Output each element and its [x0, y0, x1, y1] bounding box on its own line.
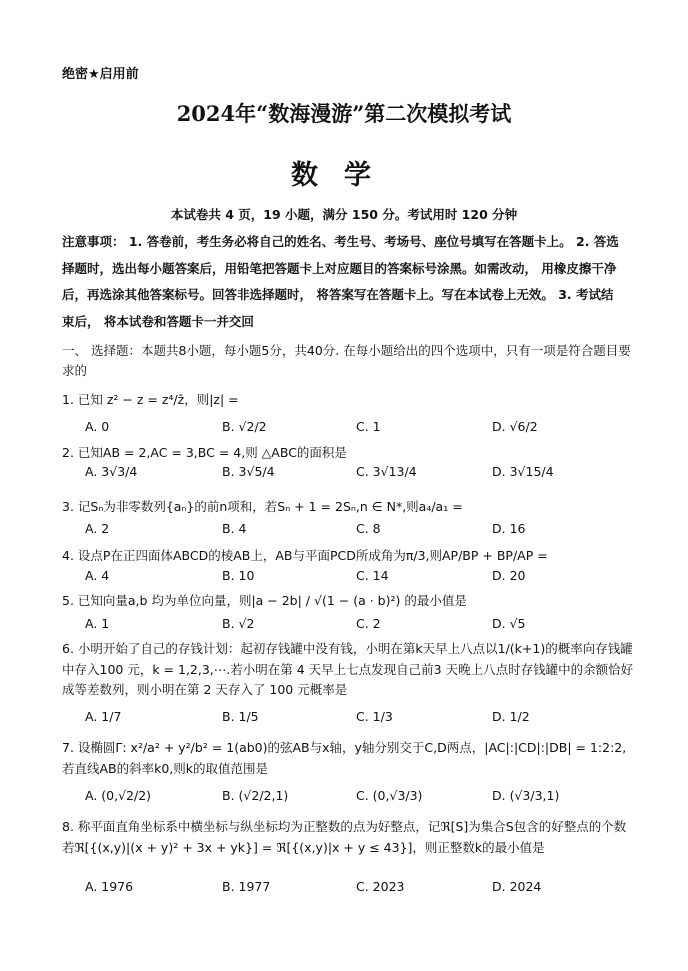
question-3-option-a: A. 2 [85, 521, 110, 536]
exam-notes: 注意事项： 1. 答卷前，考生务必将自己的姓名、考生号、考场号、座位号填写在答题卡上。 2. 答选择题时，选出每小题答案后，用铅笔把答题卡上对应题目的答案标号涂黑。如需改动， 用橡皮擦干净后，再选涂其他答案标号。回答非选择题时， 将答案写在答题卡上。写在本试卷上无效。 3. 考试结束后， 将本试卷和答题卡一并交回 [62, 234, 619, 329]
question-6-stem: 6. 小明开始了自己的存钱计划：起初存钱罐中没有钱，小明在第k天早上八点以1/(k+1)的概率向存钱罐中存入100 元，k = 1,2,3,⋯.若小明在第 4 天早上七点发现自己前3 天晚上八点时存钱罐中的余额恰好成等差数列，则小明在第 2 天存入了 100 元概率是 [62, 641, 634, 697]
question-2-option-c: C. 3√13/4 [356, 464, 417, 479]
question-5-option-b: B. √2 [222, 616, 255, 631]
question-5-option-a: A. 1 [85, 616, 110, 631]
question-2-stem: 2. 已知AB = 2,AC = 3,BC = 4,则 △ABC的面积是 [62, 445, 347, 460]
question-5-option-c: C. 2 [356, 616, 381, 631]
question-1-option-c: C. 1 [356, 419, 381, 434]
exam-title: 2024年“数海漫游”第二次模拟考试 [176, 101, 512, 126]
question-6-option-d: D. 1/2 [492, 709, 530, 724]
question-3-stem: 3. 记Sₙ为非零数列{aₙ}的前n项和，若Sₙ + 1 = 2Sₙ,n ∈ N*,则a₄/a₁ = [62, 499, 463, 514]
question-1-option-b: B. √2/2 [222, 419, 267, 434]
question-6-option-b: B. 1/5 [222, 709, 259, 724]
question-3-option-d: D. 16 [492, 521, 526, 536]
question-4-option-c: C. 14 [356, 568, 389, 583]
question-8-option-d: D. 2024 [492, 879, 542, 894]
question-4-option-a: A. 4 [85, 568, 110, 583]
question-8-stem: 8. 称平面直角坐标系中横坐标与纵坐标均为正整数的点为好整点，记ℜ[S]为集合S包含的好整点的个数若ℜ[{(x,y)|(x + y)² + 3x + yk}] = ℜ[{(x,y)|x + y ≤ 43}]，则正整数k的最小值是 [62, 819, 627, 855]
question-6-option-c: C. 1/3 [356, 709, 393, 724]
question-5-stem: 5. 已知向量a,b 均为单位向量，则|a − 2b| / √(1 − (a · b)²) 的最小值是 [62, 593, 467, 608]
question-6-option-a: A. 1/7 [85, 709, 122, 724]
question-3-option-b: B. 4 [222, 521, 247, 536]
question-4-option-b: B. 10 [222, 568, 255, 583]
question-2-option-d: D. 3√15/4 [492, 464, 554, 479]
question-2-option-a: A. 3√3/4 [85, 464, 138, 479]
question-7-option-b: B. (√2/2,1) [222, 788, 289, 803]
question-1-stem: 1. 已知 z² − z = z⁴/z̄，则|z| = [62, 392, 239, 407]
question-7-option-c: C. (0,√3/3) [356, 788, 423, 803]
question-7-stem: 7. 设椭圆Γ: x²/a² + y²/b² = 1(ab0)的弦AB与x轴，y轴分别交于C,D两点，|AC|:|CD|:|DB| = 1:2:2, 若直线AB的斜率k0,则k的取值范围是 [62, 740, 627, 776]
question-4-stem: 4. 设点P在正四面体ABCD的棱AB上，AB与平面PCD所成角为π/3,则AP/BP + BP/AP = [62, 548, 548, 563]
exam-info: 本试卷共 4 页，19 小题，满分 150 分。考试用时 120 分钟 [170, 207, 518, 222]
question-8-option-c: C. 2023 [356, 879, 405, 894]
question-1-option-d: D. √6/2 [492, 419, 538, 434]
question-1-option-a: A. 0 [85, 419, 110, 434]
subject-title: 数学 [291, 160, 397, 191]
question-7-option-a: A. (0,√2/2) [85, 788, 152, 803]
question-4-option-d: D. 20 [492, 568, 526, 583]
question-2-option-b: B. 3√5/4 [222, 464, 275, 479]
question-3-option-c: C. 8 [356, 521, 381, 536]
question-7-option-d: D. (√3/3,1) [492, 788, 560, 803]
question-8-option-b: B. 1977 [222, 879, 271, 894]
question-5-option-d: D. √5 [492, 616, 526, 631]
secret-mark: 绝密★启用前 [62, 67, 139, 82]
question-8-option-a: A. 1976 [85, 879, 134, 894]
section-heading: 一、 选择题：本题共8小题，每小题5分，共40分. 在每小题给出的四个选项中，只有一项是符合题目要求的 [62, 343, 631, 378]
